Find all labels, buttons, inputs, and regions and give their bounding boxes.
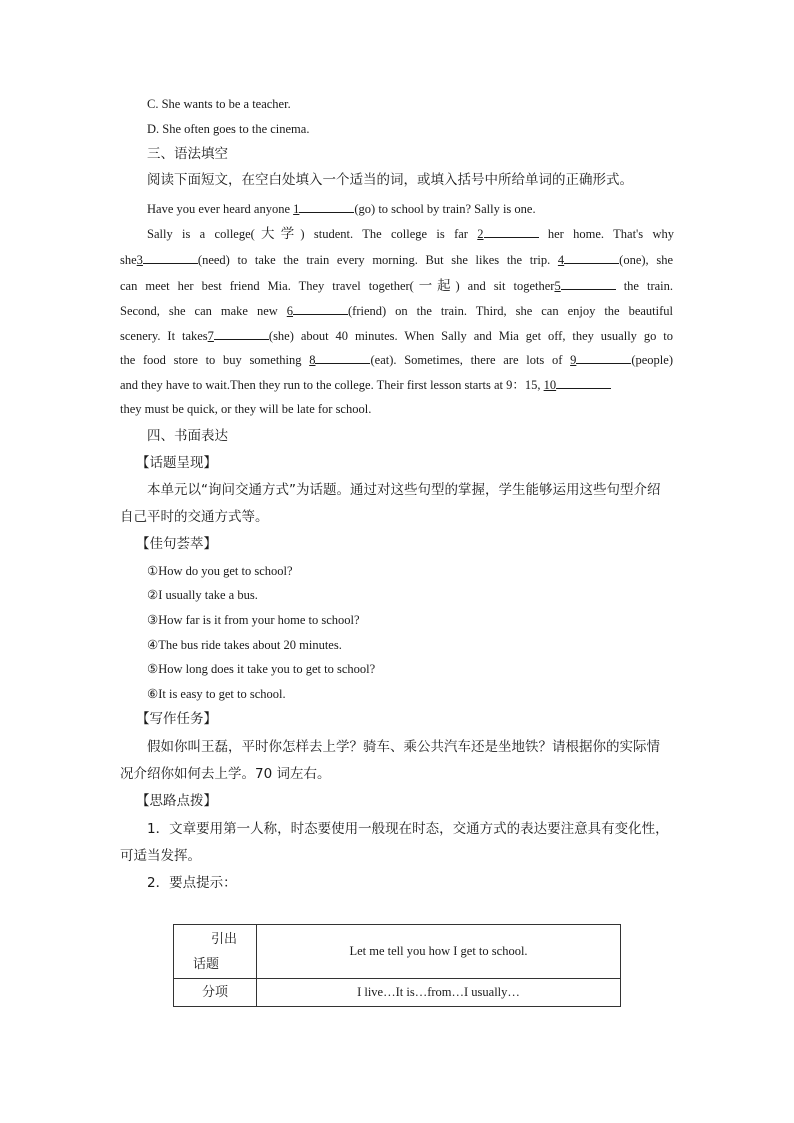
table-label-cell <box>174 979 257 1007</box>
table-row <box>174 979 621 1007</box>
passage-line-5 <box>120 302 673 319</box>
blank-number-1: 1 <box>293 202 300 216</box>
text: Sally is a college( <box>147 227 255 241</box>
task-text-line-1: 假如你叫王磊，平时你怎样去上学？骑车、乘公共汽车还是坐地铁？请根据你的实际情 <box>147 739 660 755</box>
blank-number-6: 6 <box>286 304 294 318</box>
table-value-cell: Let me tell you how I get to school. <box>257 925 621 979</box>
blank-4[interactable] <box>564 251 619 264</box>
passage-line-7 <box>120 351 673 368</box>
sentence-item: ②I usually take a bus. <box>147 588 258 602</box>
table-label-line: 分项 <box>201 984 228 1000</box>
passage-line-1 <box>147 200 536 217</box>
option-d: D. She often goes to the cinema. <box>147 122 310 136</box>
key-points-table <box>173 924 621 1007</box>
text: ) student. The college is far <box>300 227 478 241</box>
blank-7[interactable] <box>214 327 269 340</box>
blank-1[interactable] <box>299 200 354 213</box>
sentence-item: ⑥It is easy to get to school. <box>147 687 286 701</box>
passage-line-2 <box>147 225 674 242</box>
table-label-line: 话题 <box>192 956 219 972</box>
blank-5[interactable] <box>561 277 616 290</box>
hint-heading: 【思路点拨】 <box>136 793 217 809</box>
text: (friend) on the train. Third, she can enjoy the beautiful <box>348 304 674 318</box>
sentences-heading: 【佳句荟萃】 <box>136 536 217 552</box>
passage-line-3 <box>120 251 673 268</box>
text: her home. That's why <box>538 227 675 241</box>
passage-line-9: they must be quick, or they will be late for school. <box>120 402 372 416</box>
text: (people) <box>631 353 673 367</box>
text: 一起 <box>413 278 456 294</box>
blank-8[interactable] <box>315 351 370 364</box>
passage-line-6 <box>120 327 673 344</box>
text: can meet her best friend Mia. They travel together( <box>120 279 414 293</box>
table-label-line: 引出 <box>210 931 237 947</box>
blank-number-9: 9 <box>570 353 577 367</box>
text: 大学 <box>254 226 301 242</box>
text: (one), she <box>619 253 674 267</box>
table-value-cell: I live…It is…from…I usually… <box>257 979 621 1007</box>
text: the food store to buy something <box>120 353 310 367</box>
sentence-item: ①How do you get to school? <box>147 564 293 578</box>
text: (eat). Sometimes, there are lots of <box>370 353 571 367</box>
section-3-title: 三、语法填空 <box>147 146 228 162</box>
blank-3[interactable] <box>143 251 198 264</box>
hint-line-1b: 可适当发挥。 <box>120 848 201 864</box>
topic-heading: 【话题呈现】 <box>136 455 217 471</box>
topic-text-line-1: 本单元以“询问交通方式”为话题。通过对这些句型的掌握，学生能够运用这些句型介绍 <box>147 482 661 498</box>
text: (need) to take the train every morning. But she likes the trip. <box>197 253 558 267</box>
blank-number-10: 10 <box>543 378 557 392</box>
sentence-item: ④The bus ride takes about 20 minutes. <box>147 638 342 652</box>
topic-text-line-2: 自己平时的交通方式等。 <box>120 509 269 525</box>
blank-number-8: 8 <box>309 353 316 367</box>
text: ) and sit together <box>455 279 555 293</box>
text: (go) to school by train? Sally is one. <box>354 202 536 216</box>
text: Have you ever heard anyone <box>147 202 294 216</box>
text: the train. <box>615 279 673 293</box>
text: and they have to wait.Then they run to the college. Their first lesson starts at 9：15, <box>120 378 544 392</box>
table-row <box>174 925 621 979</box>
passage-line-4 <box>120 277 673 294</box>
blank-number-5: 5 <box>554 279 561 293</box>
blank-9[interactable] <box>576 351 631 364</box>
text: (she) about 40 minutes. When Sally and Mia get off, they usually go to <box>268 329 673 343</box>
option-c: C. She wants to be a teacher. <box>147 97 291 111</box>
text: scenery. It takes <box>120 329 208 343</box>
section-4-title: 四、书面表达 <box>147 428 228 444</box>
blank-2[interactable] <box>484 225 539 238</box>
section-3-instruction: 阅读下面短文，在空白处填入一个适当的词，或填入括号中所给单词的正确形式。 <box>147 172 633 188</box>
hint-line-1a: 1．文章要用第一人称，时态要使用一般现在时态，交通方式的表达要注意具有变化性， <box>147 821 669 837</box>
text: she <box>120 253 137 267</box>
blank-number-3: 3 <box>136 253 143 267</box>
passage-line-8 <box>120 376 611 393</box>
table-label-cell <box>174 925 257 979</box>
blank-10[interactable] <box>556 376 611 389</box>
blank-number-7: 7 <box>207 329 214 343</box>
blank-number-4: 4 <box>557 253 565 267</box>
sentence-item: ③How far is it from your home to school? <box>147 613 360 627</box>
blank-number-2: 2 <box>477 227 484 241</box>
sentence-item: ⑤How long does it take you to get to school? <box>147 662 376 676</box>
task-text-line-2: 况介绍你如何去上学。70 词左右。 <box>120 766 331 782</box>
task-heading: 【写作任务】 <box>136 711 217 727</box>
hint-line-2: 2．要点提示： <box>147 875 237 891</box>
blank-6[interactable] <box>293 302 348 315</box>
text: Second, she can make new <box>120 304 287 318</box>
